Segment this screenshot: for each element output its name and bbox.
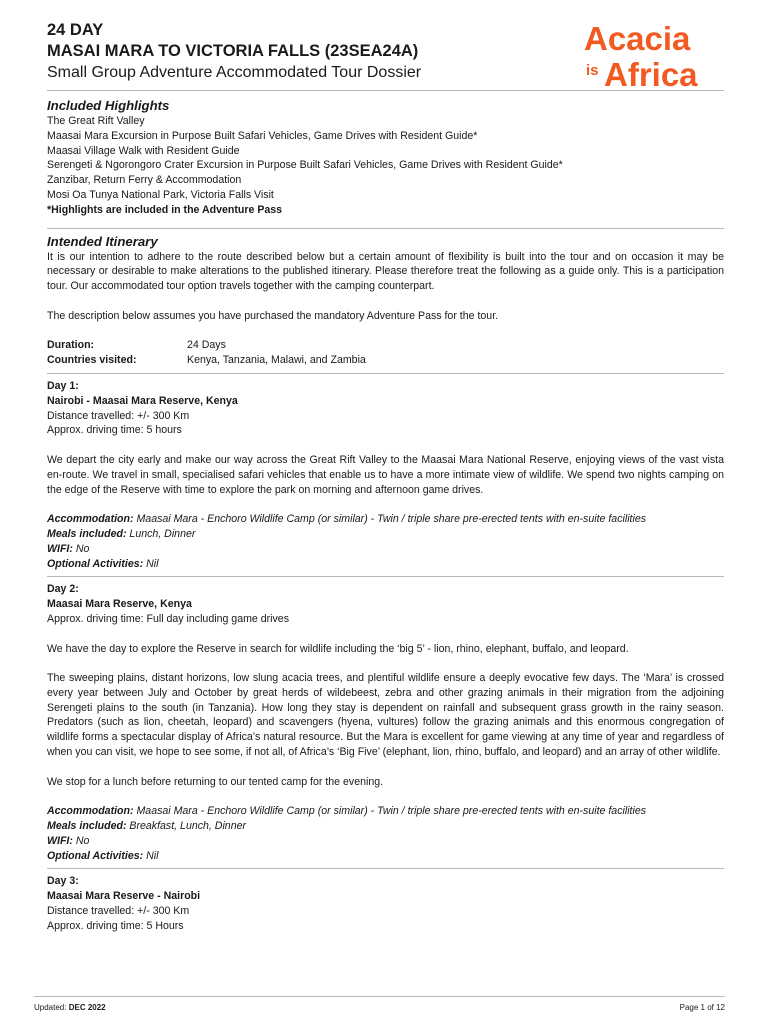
duration-value: 24 Days bbox=[187, 339, 226, 352]
accommodation-value: Maasai Mara - Enchoro Wildlife Camp (or similar) - Twin / triple share pre-erected tents with en-suite facilities bbox=[136, 805, 647, 818]
day-1-block bbox=[47, 379, 724, 571]
optional-line bbox=[47, 557, 724, 572]
day-route: Nairobi - Maasai Mara Reserve, Kenya bbox=[47, 394, 238, 407]
highlights-heading: Included Highlights bbox=[47, 98, 170, 113]
logo-word-africa: Africa bbox=[604, 56, 698, 90]
accommodation-label: Accommodation: bbox=[47, 805, 134, 818]
updated-label: Updated: bbox=[34, 1003, 67, 1012]
meals-value: Breakfast, Lunch, Dinner bbox=[129, 820, 247, 833]
countries-row bbox=[47, 353, 724, 368]
subtitle: Small Group Adventure Accommodated Tour Dossier bbox=[47, 64, 422, 81]
accommodation-line bbox=[47, 512, 724, 527]
itinerary-heading: Intended Itinerary bbox=[47, 233, 158, 249]
updated-value: DEC 2022 bbox=[68, 1003, 106, 1012]
accommodation-label: Accommodation: bbox=[47, 513, 134, 526]
itinerary-section bbox=[47, 233, 724, 368]
day-detail: Approx. driving time: 5 hours bbox=[47, 424, 182, 437]
day-3-block bbox=[47, 874, 724, 933]
title-duration: 24 DAY bbox=[47, 21, 104, 39]
section-divider bbox=[47, 373, 724, 374]
optional-label: Optional Activities: bbox=[47, 557, 144, 570]
highlight-item: The Great Rift Valley bbox=[47, 115, 145, 127]
section-divider bbox=[47, 576, 724, 577]
wifi-line bbox=[47, 834, 724, 849]
day-paragraph: We stop for a lunch before returning to our tented camp for the evening. bbox=[47, 775, 384, 788]
highlights-section bbox=[47, 97, 724, 218]
optional-value: Nil bbox=[146, 557, 159, 570]
optional-line bbox=[47, 849, 724, 864]
section-divider bbox=[47, 228, 724, 229]
highlights-note: *Highlights are included in the Adventure Pass bbox=[47, 203, 283, 216]
logo-word-acacia: Acacia bbox=[584, 20, 691, 57]
updated-info bbox=[34, 1003, 106, 1012]
countries-value: Kenya, Tanzania, Malawi, and Zambia bbox=[187, 354, 366, 367]
adventure-pass-note: The description below assumes you have purchased the mandatory Adventure Pass for the tour. bbox=[47, 309, 499, 322]
day-detail: Approx. driving time: Full day including game drives bbox=[47, 612, 290, 625]
header-divider bbox=[47, 90, 724, 91]
day-label: Day 3: bbox=[47, 875, 79, 888]
highlight-item: Maasai Mara Excursion in Purpose Built Safari Vehicles, Game Drives with Resident Guide* bbox=[47, 129, 478, 142]
accommodation-line bbox=[47, 804, 724, 819]
wifi-label: WIFI: bbox=[47, 542, 73, 555]
section-divider bbox=[47, 868, 724, 869]
title-route: MASAI MARA TO VICTORIA FALLS (23SEA24A) bbox=[47, 42, 419, 60]
itinerary-intro: It is our intention to adhere to the route described below but a certain amount of flexibility is built into the tour and on occasion it may be necessary or desirable to make alterations to the published itinerary. Please therefore treat the following as a guide only. This is a participation tour. Our accommodated tour option travels together with the camping counterpart. bbox=[47, 250, 724, 293]
highlight-item: Serengeti & Ngorongoro Crater Excursion in Purpose Built Safari Vehicles, Game Drives with Resident Guide* bbox=[47, 159, 563, 172]
day-2-block bbox=[47, 582, 724, 863]
meals-line bbox=[47, 819, 724, 834]
meals-line bbox=[47, 527, 724, 542]
day-route: Maasai Mara Reserve, Kenya bbox=[47, 598, 192, 611]
duration-row bbox=[47, 338, 724, 353]
optional-value: Nil bbox=[146, 849, 159, 862]
day-paragraph: The sweeping plains, distant horizons, low slung acacia trees, and plentiful wildlife ensure a deeply evocative few days. The ‘Mara’ is crossed every year between July and October by great herds of wildebeest, zebra and other grazing animals in their migration from the adjoining Serengeti plains to the south (in Tanzania). How long they stay is dependent on rainfall and subsequent grass growth in the rainy season. Predators (such as lion, cheetah, leopard) and scavengers (hyena, vultures) follow the grazing animals and this enormous congregation of wildlife forms a spectacular display of Africa’s natural resource. But the Mara is excellent for game viewing at any time of year and regardless of when you can visit, we hope to see some, if not all, of Africa’s ‘Big Five’ (elephant, lion, rhino, buffalo, and leopard) and an array of other wildlife. bbox=[47, 672, 724, 759]
wifi-line bbox=[47, 542, 724, 557]
optional-label: Optional Activities: bbox=[47, 849, 144, 862]
day-label: Day 2: bbox=[47, 583, 79, 596]
meals-label: Meals included: bbox=[47, 820, 127, 833]
accommodation-value: Maasai Mara - Enchoro Wildlife Camp (or similar) - Twin / triple share pre-erected tents with en-suite facilities bbox=[136, 513, 647, 526]
day-detail: Distance travelled: +/- 300 Km bbox=[47, 905, 190, 918]
dossier-page bbox=[47, 20, 724, 934]
logo-word-is: is bbox=[586, 62, 599, 79]
highlight-item: Maasai Village Walk with Resident Guide bbox=[47, 144, 240, 157]
day-detail: Approx. driving time: 5 Hours bbox=[47, 919, 184, 932]
meals-value: Lunch, Dinner bbox=[129, 527, 196, 540]
highlight-item: Zanzibar, Return Ferry & Accommodation bbox=[47, 174, 242, 187]
day-route: Maasai Mara Reserve - Nairobi bbox=[47, 890, 201, 903]
highlight-item: Mosi Oa Tunya National Park, Victoria Falls Visit bbox=[47, 188, 274, 201]
wifi-value: No bbox=[75, 542, 90, 555]
duration-label: Duration: bbox=[47, 339, 95, 352]
day-paragraph: We depart the city early and make our way across the Great Rift Valley to the Maasai Mara National Reserve, enjoying views of the vast vista en-route. We travel in small, specialised safari vehicles that enable us to have a more intimate view of wildlife. We spend two nights camping on the edge of the Reserve with time to explore the park on morning and afternoon game drives. bbox=[47, 453, 724, 496]
countries-label: Countries visited: bbox=[47, 354, 137, 367]
header bbox=[47, 20, 724, 83]
page-number: Page 1 of 12 bbox=[679, 1003, 725, 1012]
page-footer bbox=[34, 996, 725, 1012]
day-paragraph: We have the day to explore the Reserve in search for wildlife including the ‘big 5’ - lion, rhino, elephant, buffalo, and leopard. bbox=[47, 642, 629, 655]
meals-label: Meals included: bbox=[47, 527, 127, 540]
day-detail: Distance travelled: +/- 300 Km bbox=[47, 409, 190, 422]
day-label: Day 1: bbox=[47, 379, 79, 392]
wifi-value: No bbox=[75, 834, 90, 847]
wifi-label: WIFI: bbox=[47, 834, 73, 847]
